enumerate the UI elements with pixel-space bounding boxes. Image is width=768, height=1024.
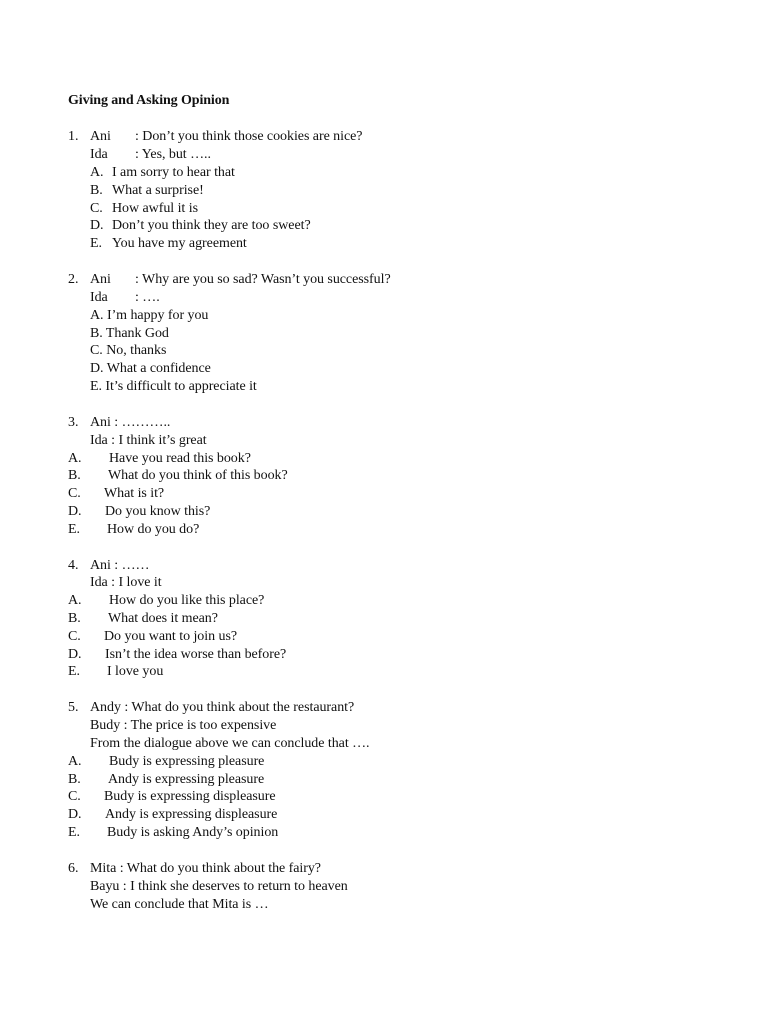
- q2-option-c: C. No, thanks: [90, 343, 167, 358]
- option-letter: A.: [90, 165, 104, 180]
- q2-option-a: A. I’m happy for you: [90, 308, 209, 323]
- q6-utterance-1: Mita : What do you think about the fairy?: [90, 861, 321, 876]
- option-letter: A.: [68, 754, 82, 769]
- option-letter: D.: [68, 647, 82, 662]
- option-text: Have you read this book?: [109, 451, 251, 466]
- q2-option-d: D. What a confidence: [90, 361, 211, 376]
- option-text: Do you know this?: [105, 504, 211, 519]
- option-letter: C.: [68, 486, 81, 501]
- option-letter: D.: [68, 807, 82, 822]
- q1-number: 1.: [68, 129, 79, 144]
- q4-number: 4.: [68, 558, 79, 573]
- q5-number: 5.: [68, 700, 79, 715]
- q2-utterance-1: : Why are you so sad? Wasn’t you successful?: [135, 272, 391, 287]
- option-text: Budy is expressing pleasure: [109, 754, 265, 769]
- option-letter: D.: [90, 218, 104, 233]
- option-text: How awful it is: [112, 201, 198, 216]
- option-letter: A.: [68, 593, 82, 608]
- q6-utterance-2: Bayu : I think she deserves to return to heaven: [90, 879, 348, 894]
- option-letter: C.: [68, 629, 81, 644]
- option-letter: C.: [90, 201, 103, 216]
- q5-utterance-1: Andy : What do you think about the restaurant?: [90, 700, 355, 715]
- option-letter: A.: [68, 451, 82, 466]
- option-text: Budy is expressing displeasure: [104, 789, 276, 804]
- q6-prompt: We can conclude that Mita is …: [90, 897, 269, 912]
- q3-utterance-2: Ida : I think it’s great: [90, 433, 207, 448]
- option-text: How do you like this place?: [109, 593, 265, 608]
- q2-speaker-1: Ani: [90, 272, 111, 287]
- option-letter: E.: [68, 522, 80, 537]
- option-letter: D.: [68, 504, 82, 519]
- option-letter: B.: [90, 183, 103, 198]
- option-text: I love you: [107, 664, 164, 679]
- option-text: You have my agreement: [112, 236, 247, 251]
- q2-speaker-2: Ida: [90, 290, 108, 305]
- option-letter: B.: [68, 468, 81, 483]
- option-text: Budy is asking Andy’s opinion: [107, 825, 279, 840]
- option-text: Andy is expressing pleasure: [108, 772, 265, 787]
- q2-utterance-2: : ….: [135, 290, 160, 305]
- option-text: Don’t you think they are too sweet?: [112, 218, 311, 233]
- q1-speaker-1: Ani: [90, 129, 111, 144]
- option-text: What do you think of this book?: [108, 468, 288, 483]
- q2-option-e: E. It’s difficult to appreciate it: [90, 379, 257, 394]
- option-letter: E.: [68, 664, 80, 679]
- option-text: Isn’t the idea worse than before?: [105, 647, 287, 662]
- option-letter: B.: [68, 772, 81, 787]
- option-text: How do you do?: [107, 522, 200, 537]
- option-letter: E.: [68, 825, 80, 840]
- q1-speaker-2: Ida: [90, 147, 108, 162]
- option-letter: B.: [68, 611, 81, 626]
- q1-utterance-2: : Yes, but …..: [135, 147, 211, 162]
- q4-utterance-2: Ida : I love it: [90, 575, 162, 590]
- option-text: What a surprise!: [112, 183, 204, 198]
- q2-number: 2.: [68, 272, 79, 287]
- q3-utterance-1: Ani : ………..: [90, 415, 171, 430]
- q4-utterance-1: Ani : ……: [90, 558, 150, 573]
- q5-utterance-2: Budy : The price is too expensive: [90, 718, 277, 733]
- option-text: I am sorry to hear that: [112, 165, 235, 180]
- option-text: What does it mean?: [108, 611, 218, 626]
- option-letter: E.: [90, 236, 102, 251]
- page-title: Giving and Asking Opinion: [68, 93, 230, 108]
- option-text: What is it?: [104, 486, 165, 501]
- q3-number: 3.: [68, 415, 79, 430]
- q1-utterance-1: : Don’t you think those cookies are nice?: [135, 129, 363, 144]
- q5-prompt: From the dialogue above we can conclude that ….: [90, 736, 370, 751]
- option-text: Andy is expressing displeasure: [105, 807, 278, 822]
- option-text: Do you want to join us?: [104, 629, 238, 644]
- option-letter: C.: [68, 789, 81, 804]
- q2-option-b: B. Thank God: [90, 326, 169, 341]
- q6-number: 6.: [68, 861, 79, 876]
